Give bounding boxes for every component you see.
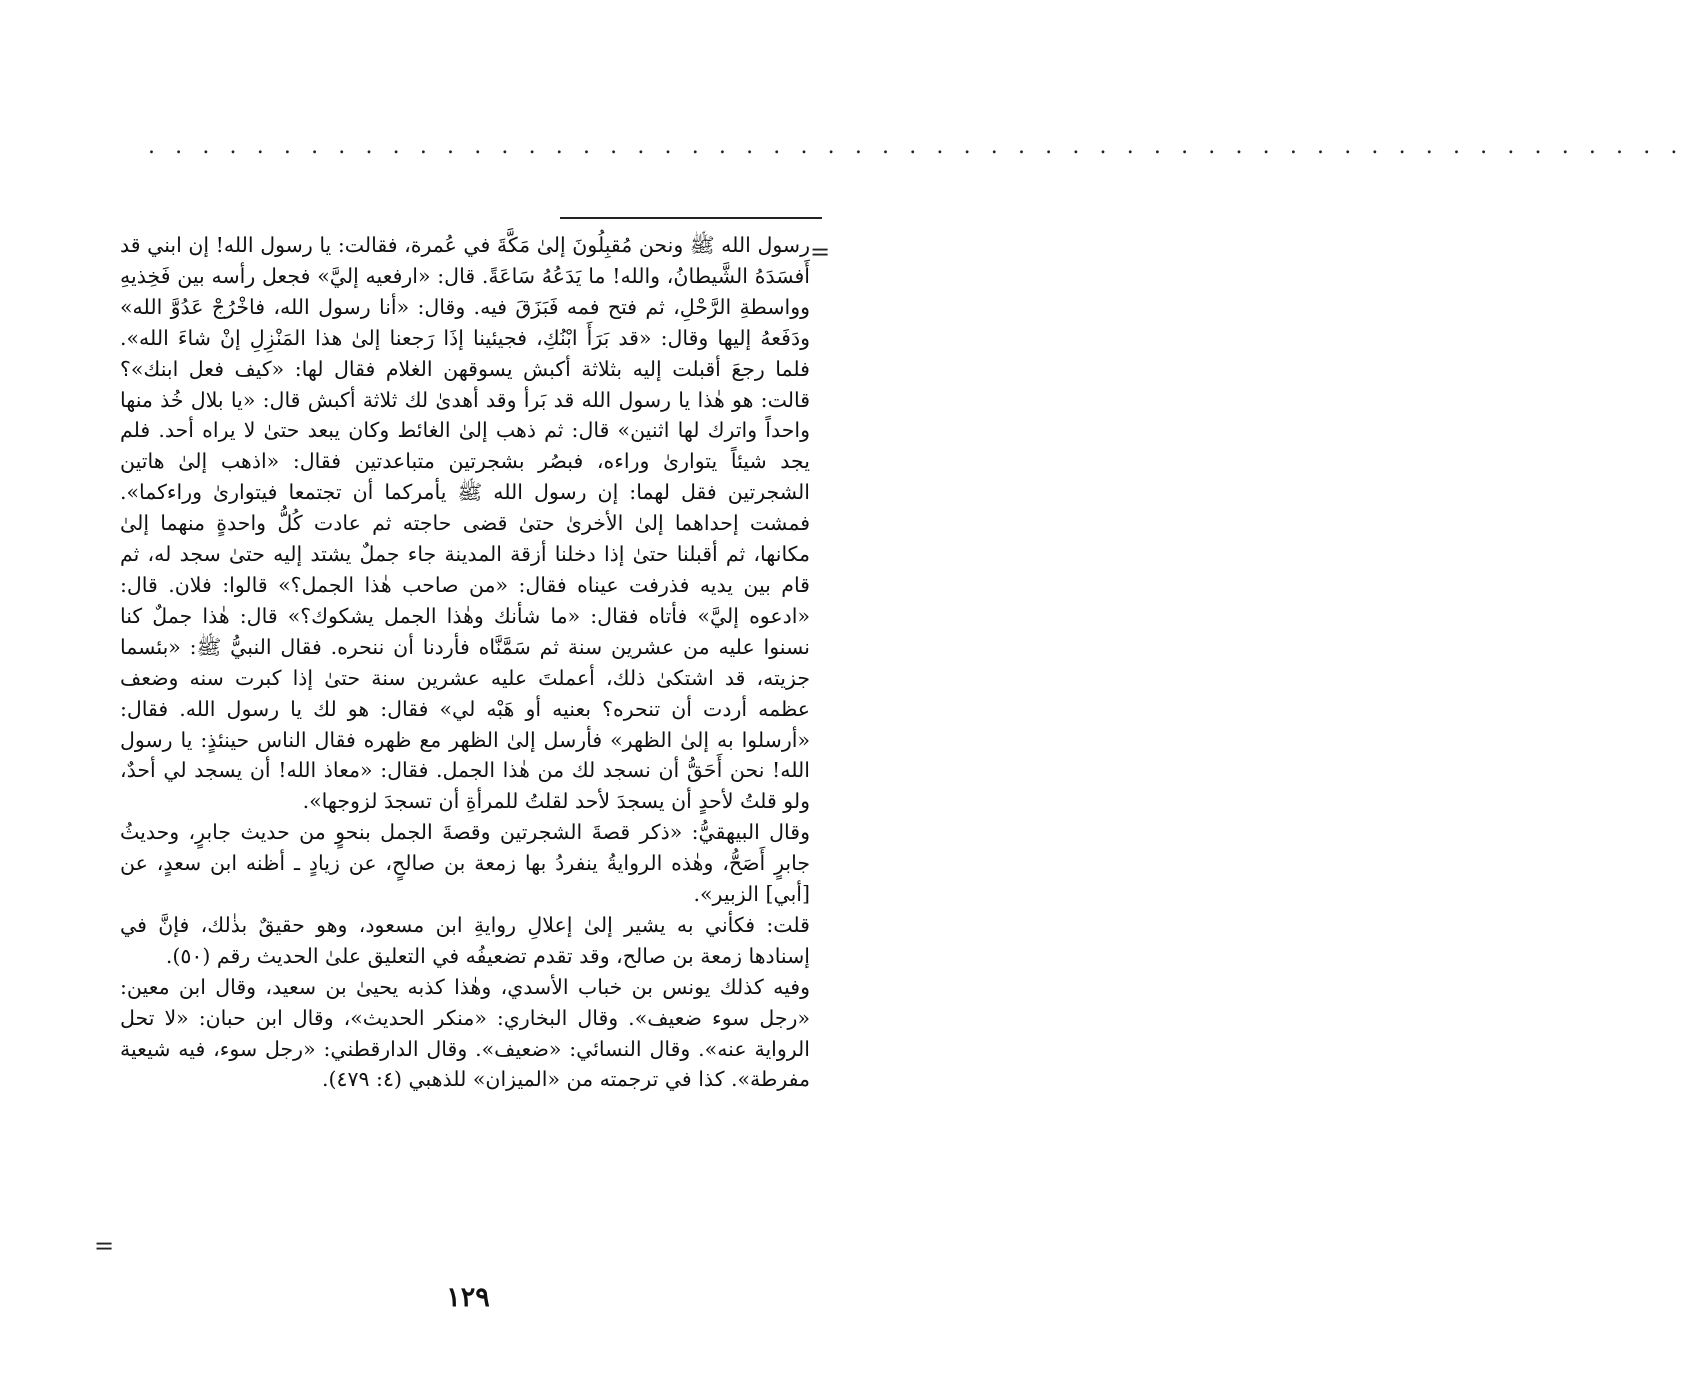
paragraph-narrator-criticism: وفيه كذلك يونس بن خباب الأسدي، وهٰذا كذبه يحيىٰ بن سعيد، وقال ابن معين: «رجل سوء ضعيف». وقال البخاري: «منكر الحديث»، وقال ابن حبان: «لا تحل الرواية عنه». وقال النسائي: «ضعيف». وقال الدارقطني: «رجل سوء، فيه شيعية مفرطة». كذا في ترجمته من «الميزان» للذهبي (٤: ٤٧٩). [120,974,810,1092]
header-dotted-line: . . . . . . . . . . . . . . . . . . . . . . . . . . . . . . . . . . . . . . . . . . . . . . . . . . . . . . . . . [148,134,1684,159]
paragraph-bayhaqi: وقال البيهقيُّ: «ذكر قصةَ الشجرتين وقصةَ الجمل بنحوٍ من حديث جابرٍ، وحديثُ جابرٍ أَصَحُّ، وهٰذه الروايةُ ينفردُ بها زمعة بن صالحٍ، عن زيادٍ ـ أظنه ابن سعدٍ، عن [أبي] الزبير». [120,820,810,907]
page-number: ١٢٩ [446,1282,490,1313]
footnote-text [120,230,810,1095]
footnote-separator-rule [560,217,822,219]
paragraph-comment: قلت: فكأني به يشير إلىٰ إعلالِ روايةِ ابن مسعود، وهو حقيقٌ بذٰلك، فإنَّ في إسنادها زمعة بن صالح، وقد تقدم تضعيفُه في التعليق علىٰ الحديث رقم (٥٠). [120,912,810,968]
continuation-mark-bottom: = [94,1232,115,1260]
continuation-mark-top: = [810,238,831,266]
paragraph-hadith-text: رسول الله ﷺ ونحن مُقبِلُونَ إلىٰ مَكَّةَ في عُمرة، فقالت: يا رسول الله! إن ابني قد أَفسَدَهُ الشَّيطانُ، والله! ما يَدَعُهُ سَاعَةً. قال: «ارفعيه إليَّ» فجعل رأسه بين فَخِذيهِ وواسطةِ الرَّحْلِ، ثم فتح فمه فَبَزَقَ فيه. وقال: «أنا رسول الله، فاخْرُجْ عَدُوَّ الله» ودَفَعهُ إليها وقال: «قد بَرَأَ ابْنُكِ، فجيئينا إذَا رَجعنا إلىٰ هذا المَنْزِلِ إنْ شاءَ الله». فلما رجعَ أقبلت إليه بثلاثة أكبش يسوقهن الغلام فقال لها: «كيف فعل ابنك»؟ قالت: هو هٰذا يا رسول الله قد بَرأ وقد أهدىٰ لك ثلاثة أكبش قال: «يا بلال خُذ منها واحداً واترك لها اثنين» قال: ثم ذهب إلىٰ الغائط وكان يبعد حتىٰ لا يراه أحد. فلم يجد شيئاً يتوارىٰ وراءه، فبصُر بشجرتين متباعدتين فقال: «اذهب إلىٰ هاتين الشجرتين فقل لهما: إن رسول الله ﷺ يأمركما أن تجتمعا فيتوارىٰ وراءكما». فمشت إحداهما إلىٰ الأخرىٰ حتىٰ قضى حاجته ثم عادت كُلُّ واحدةٍ منهما إلىٰ مكانها، ثم أقبلنا حتىٰ إذا دخلنا أزقة المدينة جاء جملٌ يشتد إليه حتىٰ سجد له، ثم قام بين يديه فذرفت عيناه فقال: «من صاحب هٰذا الجمل؟» قالوا: فلان. قال: «ادعوه إليَّ» فأتاه فقال: «ما شأنك وهٰذا الجمل يشكوك؟» قال: هٰذا جملٌ كنا نسنوا عليه من عشرين سنة ثم سَمَّنَّاه فأردنا أن ننحره. فقال النبيُّ ﷺ: «بئسما جزيته، قد اشتكىٰ ذلك، أعملتَ عليه عشرين سنة حتىٰ إذا كبرت سنه وضعف عظمه أردت أن تنحره؟ بعنيه أو هَبْه لي» فقال: هو لك يا رسول الله. فقال: «أرسلوا به إلىٰ الظهر» فأرسل إلىٰ الظهر مع ظهره فقال الناس حينئذٍ: يا رسول الله! نحن أَحَقُّ أن نسجد لك من هٰذا الجمل. فقال: «معاذ الله! أن يسجد لي أحدٌ، ولو قلتُ لأحدٍ أن يسجدَ لأحد لقلتُ للمرأةِ أن تسجدَ لزوجها». [120,233,811,814]
